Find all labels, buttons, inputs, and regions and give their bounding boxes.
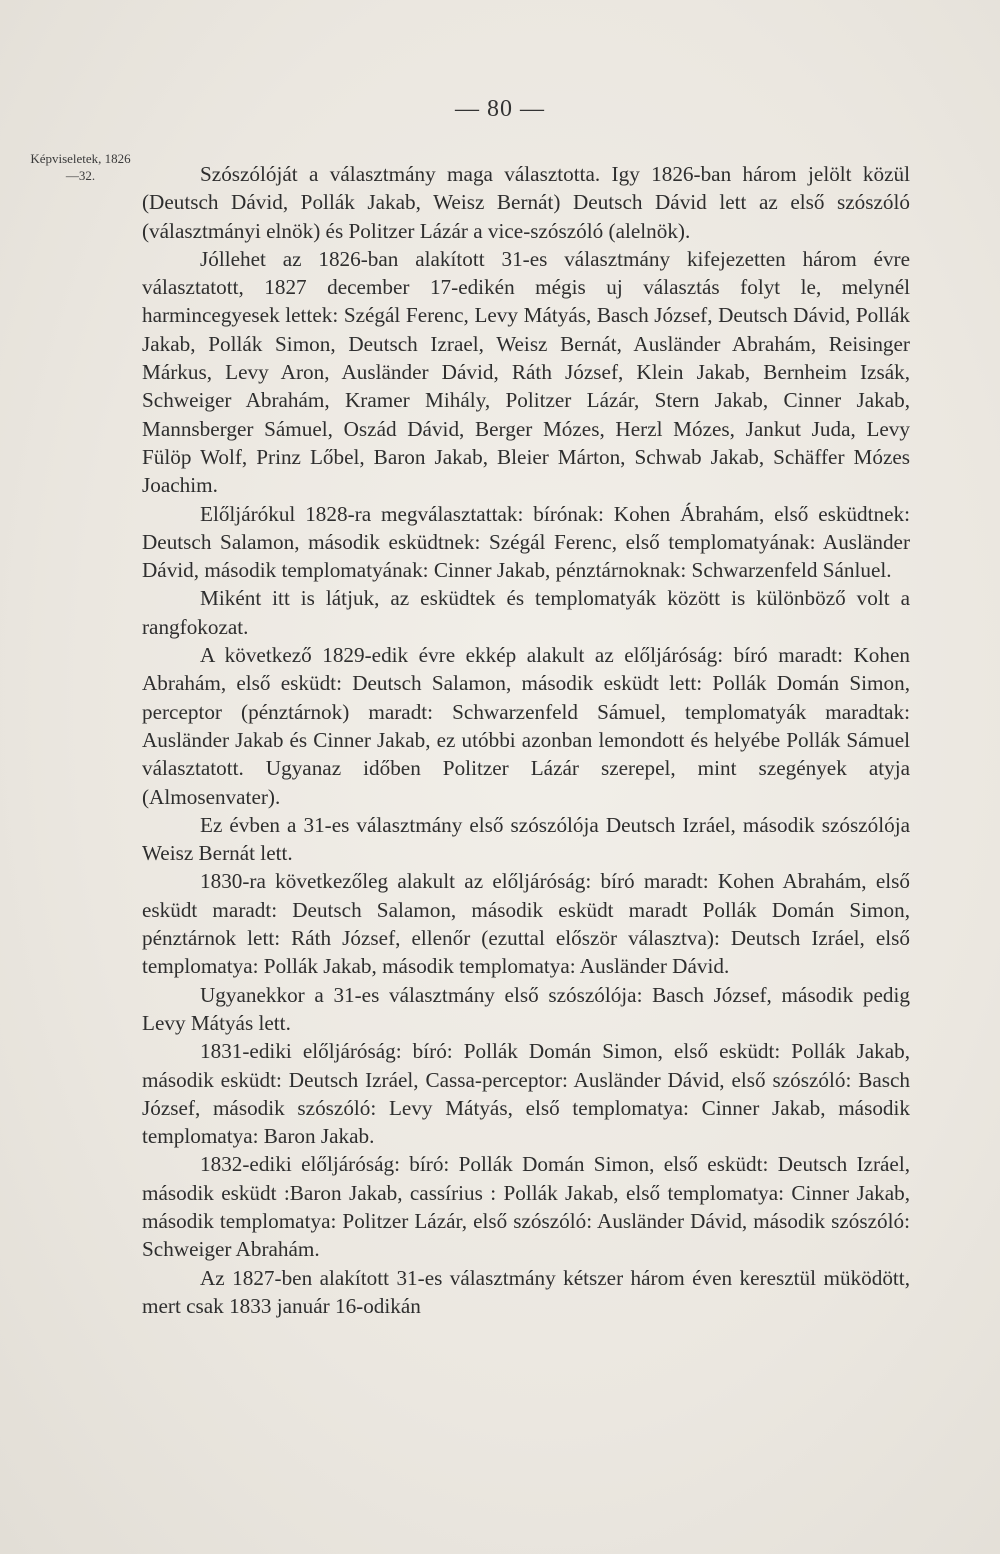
paragraph: Szószólóját a választmány maga választotta. Igy 1826-ban három jelölt közül (Deutsch Dávid, Pollák Jakab, Weisz Bernát) Deutsch Dávid lett az első szószóló (választmányi elnök) és Politzer Lázár a vice-szószóló (alelnök).	[142, 162, 910, 243]
paragraph: Az 1827-ben alakított 31-es választmány kétszer három éven keresztül müködött, mert csak 1833 január 16-odikán	[142, 1265, 910, 1318]
paragraph: Ugyanekkor a 31-es választmány első szószólója: Basch József, második pedig Levy Mátyás lett.	[142, 982, 910, 1035]
paragraph: A következő 1829-edik évre ekkép alakult az előljáróság: bíró maradt: Kohen Abrahám, első esküdt: Deutsch Salamon, második esküdt lett: Pollák Domán Simon, perceptor (pénztárnok) maradt: Schwarzenfeld Sámuel, templomatyák maradtak: Ausländer Jakab és Cinner Jakab, ez utóbbi azonban lemondott és helyébe Pollák Sámuel választatott. Ugyanaz időben Politzer Lázár szerepel, mint szegények atyja (Almosenvater).	[142, 643, 910, 809]
paragraph: Előljárókul 1828-ra megválasztattak: bírónak: Kohen Ábrahám, első esküdtnek: Deutsch Salamon, második esküdtnek: Szégál Ferenc, első templomatyának: Ausländer Dávid, második templomatyának: Cinner Jakab, pénztárnoknak: Schwarzenfeld Sánluel.	[142, 501, 910, 583]
paragraph: 1832-ediki előljáróság: bíró: Pollák Domán Simon, első esküdt: Deutsch Izráel, második esküdt :Baron Jakab, cassírius : Pollák Jakab, első templomatya: Cinner Jakab, második templomatya: Politzer Lázár, első szószóló: Ausländer Dávid, második szószóló: Schweiger Abrahám.	[142, 1152, 910, 1262]
paragraph: Jóllehet az 1826-ban alakított 31-es választmány kifejezetten három évre választatott, 1827 december 17-edikén mégis uj választás folyt le, melynél harmincegyesek lettek: Szégál Ferenc, Levy Mátyás, Basch József, Deutsch Dávid, Pollák Jakab, Pollák Simon, Deutsch Izrael, Weisz Bernát, Ausländer Abrahám, Reisinger Márkus, Levy Aron, Ausländer Dávid, Ráth József, Klein Jakab, Bernheim Izsák, Schweiger Abrahám, Kramer Mihály, Politzer Lázár, Stern Jakab, Cinner Jakab, Mannsberger Sámuel, Oszád Dávid, Berger Mózes, Herzl Mózes, Jankut Juda, Levy Fülöp Wolf, Prinz Lőbel, Baron Jakab, Bleier Márton, Schwab Jakab, Schäffer Mózes Joachim.	[142, 246, 910, 498]
page-number: — 80 —	[455, 96, 545, 122]
paragraph: Miként itt is látjuk, az esküdtek és templomatyák között is különböző volt a rangfokozat.	[142, 586, 910, 639]
paragraph: 1831-ediki előljáróság: bíró: Pollák Domán Simon, első esküdt: Pollák Jakab, második esküdt: Deutsch Izráel, Cassa-perceptor: Ausländer Dávid, első szószóló: Basch József, második szószóló: Levy Mátyás, első templomatya: Cinner Jakab, második templomatya: Baron Jakab.	[142, 1039, 910, 1149]
body-text	[142, 160, 910, 1320]
margin-note: Képviseletek, 1826—32.	[30, 151, 131, 183]
paragraph: Ez évben a 31-es választmány első szószólója Deutsch Izráel, második szószólója Weisz Bernát lett.	[142, 812, 910, 866]
paragraph: 1830-ra következőleg alakult az előljáróság: bíró maradt: Kohen Abrahám, első esküdt maradt: Deutsch Salamon, második esküdt maradt Pollák Domán Simon, pénztárnok lett: Ráth József, ellenőr (ezuttal először választva): Deutsch Izráel, első templomatya: Pollák Jakab, második templomatya: Ausländer Dávid.	[142, 869, 910, 979]
